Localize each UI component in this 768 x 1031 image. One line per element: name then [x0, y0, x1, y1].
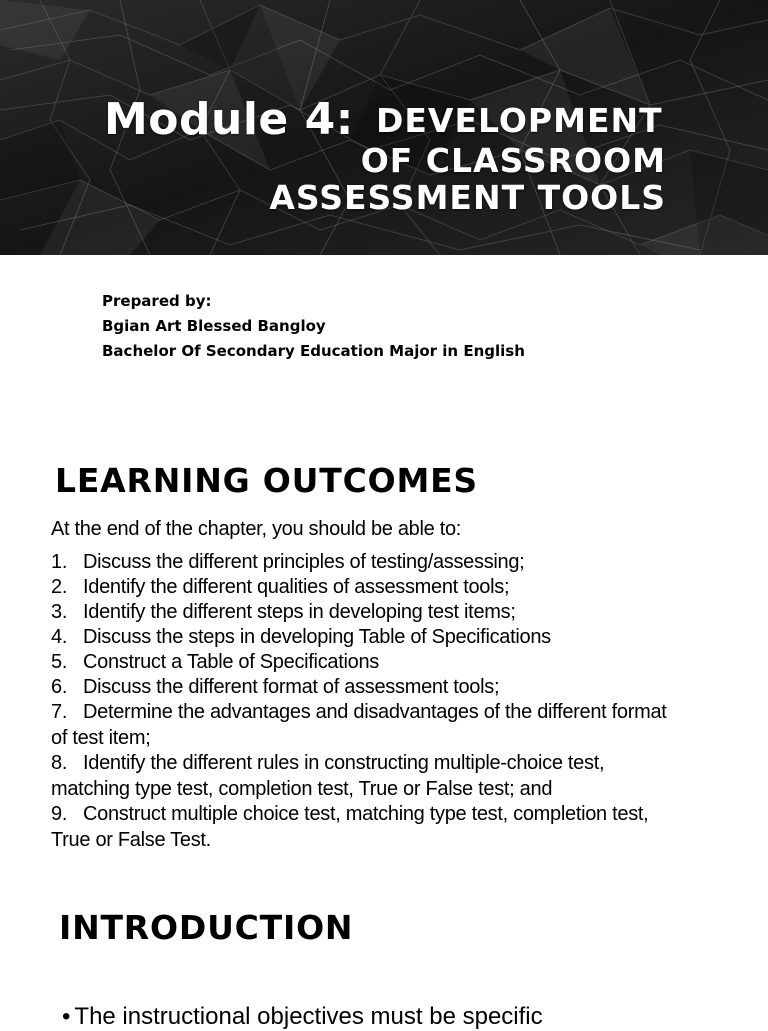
list-item-text: Identify the different steps in developing test items;	[83, 601, 516, 623]
learning-outcomes-heading: LEARNING OUTCOMES	[55, 461, 478, 500]
list-item-number: 2.	[51, 576, 68, 598]
author-block	[102, 289, 525, 364]
list-item-number: 9.	[51, 803, 68, 825]
author-name: Bgian Art Blessed Bangloy	[102, 317, 326, 335]
introduction-bullet-text: The instructional objectives must be specific	[74, 1003, 543, 1030]
list-item-number: 7.	[51, 701, 68, 723]
list-item	[51, 549, 671, 575]
list-item-text: Identify the different rules in constructing multiple-choice test, matching type test, completion test, True or False test; and	[51, 752, 605, 800]
list-item-number: 8.	[51, 752, 68, 774]
list-item-number: 6.	[51, 676, 68, 698]
list-item-text: Discuss the different principles of testing/assessing;	[83, 551, 525, 573]
list-item-text: Construct multiple choice test, matching type test, completion test, True or False Test.	[51, 803, 649, 851]
bullet-icon: •	[62, 1003, 71, 1030]
list-item	[51, 649, 671, 675]
learning-outcomes-intro: At the end of the chapter, you should be able to:	[51, 518, 462, 540]
list-item-text: Discuss the steps in developing Table of Specifications	[83, 626, 551, 648]
list-item-text: Construct a Table of Specifications	[83, 651, 379, 673]
module-title-line-2: OF CLASSROOM	[360, 141, 666, 180]
module-title-line-3: ASSESSMENT TOOLS	[269, 178, 666, 217]
list-item	[51, 674, 671, 700]
list-item	[51, 801, 671, 853]
list-item	[51, 599, 671, 625]
prepared-by-label: Prepared by:	[102, 292, 212, 310]
list-item-number: 4.	[51, 626, 68, 648]
module-title-line-1: DEVELOPMENT	[376, 101, 663, 140]
list-item-number: 5.	[51, 651, 68, 673]
list-item	[51, 699, 671, 751]
list-item-number: 3.	[51, 601, 68, 623]
introduction-heading: INTRODUCTION	[59, 908, 354, 947]
learning-outcomes-list	[51, 549, 671, 852]
list-item	[51, 574, 671, 600]
module-number-title: Module 4:	[104, 94, 354, 145]
list-item-text: Identify the different qualities of assessment tools;	[83, 576, 510, 598]
introduction-bullet	[62, 1003, 543, 1031]
list-item	[51, 624, 671, 650]
author-degree: Bachelor Of Secondary Education Major in English	[102, 342, 525, 360]
title-banner	[0, 0, 768, 255]
list-item-text: Discuss the different format of assessment tools;	[83, 676, 500, 698]
list-item	[51, 750, 671, 802]
list-item-text: Determine the advantages and disadvantages of the different format of test item;	[51, 701, 667, 749]
list-item-number: 1.	[51, 551, 68, 573]
